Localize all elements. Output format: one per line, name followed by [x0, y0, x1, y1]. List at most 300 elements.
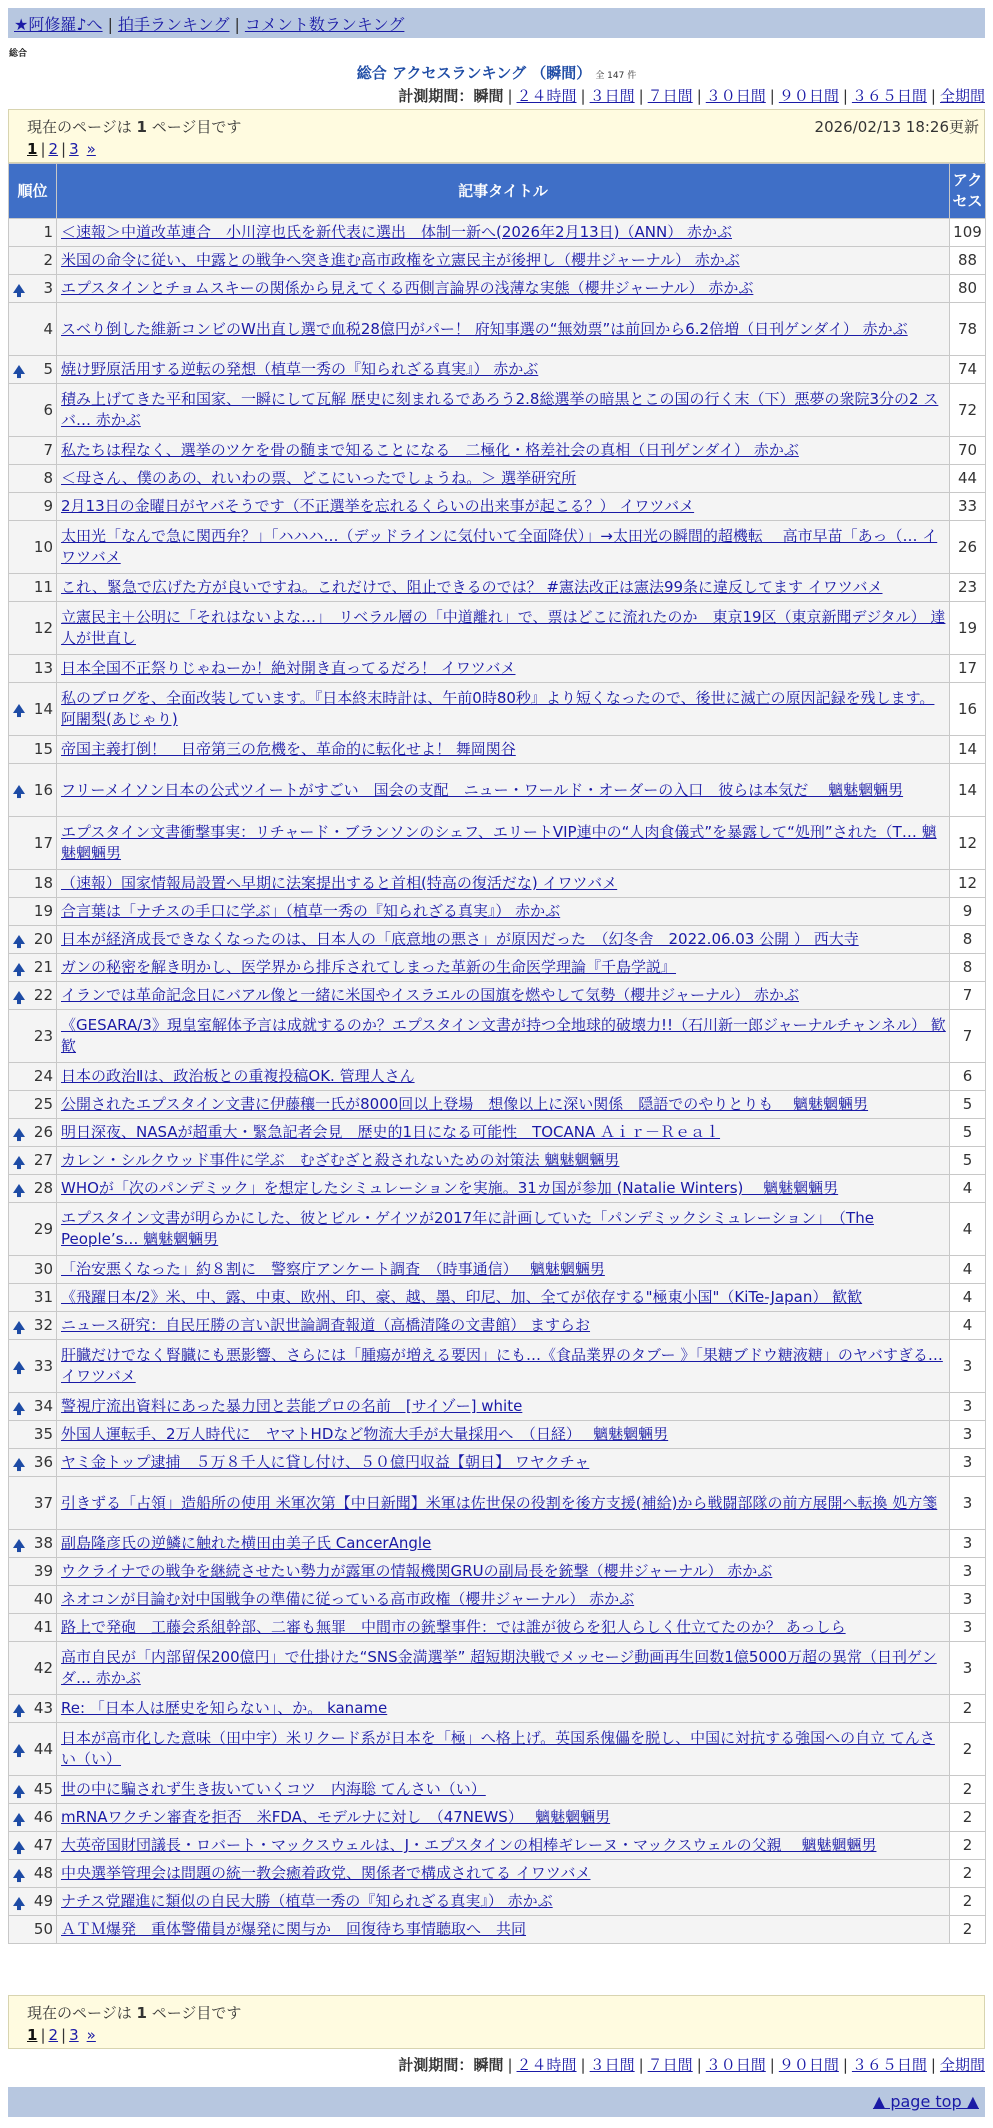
rank-cell [9, 493, 57, 521]
access-count: 12 [950, 817, 986, 870]
rank-up-arrow-icon [13, 284, 25, 293]
access-count: 2 [950, 1916, 986, 1944]
access-count: 23 [950, 574, 986, 602]
article-link[interactable]: 公開されたエプスタイン文書に伊藤穰一氏が8000回以上登場 想像以上に深い関係 隠語でのやりとりも 魑魅魍魎男 [61, 1095, 869, 1113]
article-link[interactable]: スベり倒した維新コンビのW出直し選で血税28億円がパー！ 府知事選の“無効票”は前回から6.2倍増（日刊ゲンダイ） 赤かぶ [61, 319, 908, 338]
rank-number: 42 [33, 1658, 53, 1677]
title-cell [57, 1558, 950, 1586]
rank-cell [9, 1421, 57, 1449]
title-cell [57, 384, 950, 437]
title-cell [57, 1530, 950, 1558]
article-link[interactable]: （速報）国家情報局設置へ早期に法案提出すると首相(特高の復活だな) イワツバメ [61, 874, 618, 892]
page-top-link[interactable]: ▲ page top ▲ [872, 2092, 979, 2111]
article-link[interactable]: 警視庁流出資料にあった暴力団と芸能プロの名前 [サイゾー] white [61, 1397, 523, 1415]
header-access: アクセス [950, 164, 986, 219]
page-current: 1 [27, 2026, 38, 2044]
access-count: 3 [950, 1530, 986, 1558]
next-page-link[interactable]: » [86, 2026, 96, 2044]
title-cell [57, 655, 950, 683]
title-cell [57, 465, 950, 493]
rank-number: 30 [33, 1260, 53, 1278]
rank-up-arrow-icon [13, 1539, 25, 1548]
rank-cell [9, 1175, 57, 1203]
rank-number: 46 [33, 1808, 53, 1826]
article-link[interactable]: エプスタイン文書衝撃事実：リチャード・ブランソンのシェフ、エリートVIP連中の“人肉食儀式”を暴露して“処刑”された（T… 魑魅魍魎男 [61, 823, 937, 862]
access-count: 7 [950, 1010, 986, 1063]
access-count: 4 [950, 1312, 986, 1340]
title-cell [57, 898, 950, 926]
rank-cell [9, 1530, 57, 1558]
page-info-top [8, 109, 985, 163]
access-count: 3 [950, 1558, 986, 1586]
table-row [9, 1860, 986, 1888]
access-count: 3 [950, 1642, 986, 1695]
rank-cell [9, 1558, 57, 1586]
rank-number: 29 [33, 1219, 53, 1238]
access-count: 2 [950, 1804, 986, 1832]
title-cell [57, 870, 950, 898]
table-row [9, 1723, 986, 1776]
article-link[interactable]: 積み上げてきた平和国家、一瞬にして瓦解 歴史に刻まれるであろう2.8総選挙の暗黒とこの国の行く末（下）悪夢の衆院3分の2 スバ… 赤かぶ [61, 390, 939, 429]
title-cell [57, 1147, 950, 1175]
article-link[interactable]: 中央選挙管理会は問題の統一教会癒着政党、関係者で構成されてる イワツバメ [61, 1864, 591, 1882]
rank-up-arrow-icon [13, 1841, 25, 1850]
rank-number: 6 [43, 400, 53, 419]
article-link[interactable]: 私たちは程なく、選挙のツケを骨の髄まで知ることになる 二極化・格差社会の真相（日刊ゲンダイ） 赤かぶ [61, 441, 799, 459]
rank-number: 5 [43, 360, 53, 378]
rank-number: 48 [33, 1864, 53, 1882]
access-count: 2 [950, 1832, 986, 1860]
nav-separator: | [234, 15, 240, 34]
rank-cell [9, 655, 57, 683]
article-link[interactable]: 副島隆彦氏の逆鱗に触れた横田由美子氏 CancerAngle [61, 1534, 432, 1552]
access-count: 9 [950, 898, 986, 926]
access-count: 3 [950, 1477, 986, 1530]
rank-cell [9, 521, 57, 574]
article-link[interactable]: 焼け野原活用する逆転の発想（植草一秀の『知られざる真実』） 赤かぶ [61, 360, 539, 378]
article-link[interactable]: 「治安悪くなった」約８割に 警察庁アンケート調査 （時事通信） 魑魅魍魎男 [61, 1260, 605, 1278]
rank-number: 41 [33, 1618, 53, 1636]
title-cell [57, 1695, 950, 1723]
period-option-6[interactable]: ３６５日間 [851, 2056, 927, 2074]
nav-link-applause-ranking[interactable]: 拍手ランキング [117, 15, 230, 34]
access-count: 3 [950, 1614, 986, 1642]
article-link[interactable]: 日本の政治Ⅱは、政治板との重複投稿OK. 管理人さん [61, 1067, 415, 1085]
access-count: 4 [950, 1256, 986, 1284]
page-link-3[interactable]: 3 [69, 2026, 79, 2044]
article-link[interactable]: 明日深夜、NASAが超重大・緊急記者会見 歴史的1日になる可能性 TOCANA Ａｉｒ－Ｒｅａｌ [61, 1123, 721, 1141]
header-title: 記事タイトル [57, 164, 950, 219]
pagination-top [27, 140, 96, 158]
period-option-4[interactable]: ３０日間 [705, 2056, 766, 2074]
title-cell [57, 1393, 950, 1421]
page-separator: | [40, 140, 46, 158]
article-link[interactable]: イランでは革命記念日にバアル像と一緒に米国やイスラエルの国旗を燃やして気勢（櫻井ジャーナル） 赤かぶ [61, 986, 799, 1004]
access-count: 74 [950, 356, 986, 384]
table-row [9, 493, 986, 521]
access-count: 4 [950, 1284, 986, 1312]
access-count: 3 [950, 1586, 986, 1614]
access-count: 3 [950, 1393, 986, 1421]
table-row [9, 602, 986, 655]
article-link[interactable]: ナチス党躍進に類似の自民大勝（植草一秀の『知られざる真実』） 赤かぶ [61, 1892, 553, 1910]
table-row [9, 683, 986, 736]
access-count: 72 [950, 384, 986, 437]
ranking-table [8, 163, 986, 1944]
article-link[interactable]: ヤミ金トップ逮捕 ５万８千人に貸し付け、５０億円収益【朝日】 ワヤクチャ [61, 1453, 590, 1471]
title-cell [57, 817, 950, 870]
period-separator: | [580, 2056, 586, 2074]
rank-cell [9, 1586, 57, 1614]
table-row [9, 982, 986, 1010]
title-cell [57, 303, 950, 356]
rank-up-arrow-icon [13, 1785, 25, 1794]
table-row [9, 356, 986, 384]
rank-number: 25 [33, 1095, 53, 1113]
rank-cell [9, 1888, 57, 1916]
title-cell [57, 1614, 950, 1642]
rank-number: 18 [33, 874, 53, 892]
rank-number: 4 [43, 319, 53, 338]
rank-number: 15 [33, 740, 53, 758]
page-link-2[interactable]: 2 [48, 2026, 59, 2044]
period-separator: | [507, 2056, 513, 2074]
rank-up-arrow-icon [13, 1869, 25, 1878]
rank-up-arrow-icon [13, 1128, 25, 1137]
table-row [9, 898, 986, 926]
title-cell [57, 602, 950, 655]
table-row [9, 926, 986, 954]
rank-up-arrow-icon [13, 935, 25, 944]
period-separator: | [930, 87, 936, 105]
rank-number: 3 [43, 279, 53, 297]
period-option-2[interactable]: ３日間 [589, 2056, 635, 2074]
table-row [9, 1284, 986, 1312]
access-count: 3 [950, 1340, 986, 1393]
period-label: 計測期間： [398, 87, 474, 105]
page-title [0, 62, 993, 83]
article-link[interactable]: 路上で発砲 工藤会系組幹部、二審も無罪 中間市の銃撃事件：では誰が彼らを犯人らしく仕立てたのか？ あっしら [61, 1618, 846, 1636]
page-link-3[interactable]: 3 [69, 140, 79, 158]
table-row [9, 1119, 986, 1147]
rank-number: 19 [33, 902, 53, 920]
rank-cell [9, 736, 57, 764]
article-link[interactable]: 日本が高市化した意味（田中宇）米リクード系が日本を「極」へ格上げ。英国系傀儡を脱し、中国に対抗する強国への自立 てんさい（い） [61, 1729, 935, 1768]
rank-number: 14 [33, 699, 53, 718]
article-link[interactable]: 立憲民主＋公明に「それはないよな…」 リベラル層の「中道離れ」で、票はどこに流れたのか 東京19区（東京新聞デジタル） 達人が世直し [61, 608, 946, 647]
rank-cell [9, 1916, 57, 1944]
access-count: 16 [950, 683, 986, 736]
period-separator: | [769, 87, 775, 105]
rank-number: 43 [33, 1699, 53, 1717]
period-option-3[interactable]: ７日間 [647, 2056, 693, 2074]
rank-up-arrow-icon [13, 1402, 25, 1411]
period-option-7[interactable]: 全期間 [939, 87, 985, 105]
article-link[interactable]: エプスタイン文書が明らかにした、彼とビル・ゲイツが2017年に計画していた「パンデミックシミュレーション」 （The People’s… 魑魅魍魎男 [61, 1209, 874, 1248]
title-cell [57, 219, 950, 247]
period-selector-top [398, 85, 985, 106]
title-cell [57, 1284, 950, 1312]
rank-cell [9, 602, 57, 655]
rank-up-arrow-icon [13, 1744, 25, 1753]
title-cell [57, 247, 950, 275]
period-option-6[interactable]: ３６５日間 [851, 87, 927, 105]
article-link[interactable]: Re: 「日本人は歴史を知らない」、か。 kaname [61, 1699, 388, 1717]
title-cell [57, 1723, 950, 1776]
period-option-7[interactable]: 全期間 [939, 2056, 985, 2074]
access-count: 2 [950, 1776, 986, 1804]
article-link[interactable]: ＜速報＞中道改革連合 小川淳也氏を新代表に選出 体制一新へ(2026年2月13日)（ANN） 赤かぶ [61, 223, 732, 241]
rank-cell [9, 574, 57, 602]
article-link[interactable]: エプスタインとチョムスキーの関係から見えてくる西側言論界の浅薄な実態（櫻井ジャーナル） 赤かぶ [61, 279, 754, 297]
rank-number: 12 [33, 618, 53, 637]
article-link[interactable]: 合言葉は「ナチスの手口に学ぶ」（植草一秀の『知られざる真実』） 赤かぶ [61, 902, 561, 920]
access-count: 70 [950, 437, 986, 465]
table-row [9, 1558, 986, 1586]
table-row [9, 247, 986, 275]
period-option-1[interactable]: ２４時間 [516, 2056, 577, 2074]
rank-number: 50 [33, 1920, 53, 1938]
period-option-2[interactable]: ３日間 [589, 87, 635, 105]
title-cell [57, 1776, 950, 1804]
access-count: 14 [950, 736, 986, 764]
rank-cell [9, 1284, 57, 1312]
rank-cell [9, 247, 57, 275]
article-link[interactable]: 2月13日の金曜日がヤバそうです（不正選挙を忘れるくらいの出来事が起こる？） イワツバメ [61, 497, 695, 515]
table-row [9, 1010, 986, 1063]
article-link[interactable]: ＜母さん、僕のあの、れいわの票、どこにいったでしょうね。＞ 選挙研究所 [61, 469, 577, 487]
table-row [9, 1916, 986, 1944]
article-link[interactable]: 世の中に騙されず生き抜いていくコツ 内海聡 てんさい（い） [61, 1780, 486, 1798]
rank-up-arrow-icon [13, 1897, 25, 1906]
article-link[interactable]: 日本が経済成長できなくなったのは、日本人の「底意地の悪さ」が原因だった （幻冬舎 2022.06.03 公開 ） 西大寺 [61, 930, 859, 948]
article-link[interactable]: ガンの秘密を解き明かし、医学界から排斥されてしまった革新の生命医学理論『千島学説』 [61, 958, 677, 976]
page-link-2[interactable]: 2 [48, 140, 59, 158]
rank-cell [9, 1723, 57, 1776]
article-link[interactable]: ＡＴＭ爆発 重体警備員が爆発に関与か 回復待ち事情聴取へ 共同 [61, 1920, 527, 1938]
nav-separator: | [107, 15, 113, 34]
table-row [9, 437, 986, 465]
bottom-bar [8, 2087, 985, 2117]
article-link[interactable]: 私のブログを、全面改装しています。『日本終末時計は、午前0時80秒』より短くなったので、後世に滅亡の原因記録を残します。 阿闍梨(あじゃり) [61, 689, 935, 728]
title-cell [57, 1256, 950, 1284]
article-link[interactable]: 高市自民が「内部留保200億円」で仕掛けた“SNS金満選挙” 超短期決戦でメッセージ動画再生回数1億5000万超の異常（日刊ゲンダ… 赤かぶ [61, 1648, 937, 1687]
access-count: 12 [950, 870, 986, 898]
next-page-link[interactable]: » [86, 140, 96, 158]
rank-up-arrow-icon [13, 365, 25, 374]
table-row [9, 1477, 986, 1530]
rank-up-arrow-icon [13, 1184, 25, 1193]
article-link[interactable]: フリーメイソン日本の公式ツイートがすごい 国会の支配 ニュー・ワールド・オーダーの入口 彼らは本気だ 魑魅魍魎男 [61, 780, 904, 799]
rank-number: 36 [33, 1453, 53, 1471]
rank-number: 35 [33, 1425, 53, 1443]
period-separator: | [638, 2056, 644, 2074]
rank-cell [9, 437, 57, 465]
access-count: 4 [950, 1175, 986, 1203]
rank-number: 38 [33, 1534, 53, 1552]
rank-number: 44 [33, 1739, 53, 1758]
rank-cell [9, 1091, 57, 1119]
rank-number: 16 [33, 780, 53, 799]
title-cell [57, 574, 950, 602]
table-row [9, 1695, 986, 1723]
article-link[interactable]: mRNAワクチン審査を拒否 米FDA、モデルナに対し （47NEWS） 魑魅魍魎男 [61, 1808, 611, 1826]
rank-cell [9, 1119, 57, 1147]
table-row [9, 1586, 986, 1614]
rank-cell [9, 1147, 57, 1175]
page-separator: | [61, 2026, 67, 2044]
article-link[interactable]: 引きずる「占領」造船所の使用 米軍次第【中日新聞】米軍は佐世保の役割を後方支援(補給)から戦闘部隊の前方展開へ転換 処方箋 [61, 1493, 938, 1512]
period-option-5[interactable]: ９０日間 [778, 2056, 839, 2074]
table-row [9, 1449, 986, 1477]
rank-up-arrow-icon [13, 1321, 25, 1330]
table-row [9, 1063, 986, 1091]
article-link[interactable]: 肝臓だけでなく腎臓にも悪影響、さらには「腫瘍が増える要因」にも…《食品業界のタブー 》「果糖ブドウ糖液糖」のヤバすぎる… イワツバメ [61, 1346, 943, 1385]
access-count: 8 [950, 926, 986, 954]
article-link[interactable]: カレン・シルクウッド事件に学ぶ むざむざと殺されないための対策法 魑魅魍魎男 [61, 1151, 620, 1169]
page-separator: | [61, 140, 67, 158]
rank-number: 17 [33, 833, 53, 852]
access-count: 3 [950, 1421, 986, 1449]
article-link[interactable]: 日本全国不正祭りじゃねーか！絶対開き直ってるだろ！ イワツバメ [61, 659, 516, 677]
title-cell [57, 1203, 950, 1256]
table-row [9, 736, 986, 764]
title-cell [57, 1449, 950, 1477]
article-link[interactable]: ニュース研究：自民圧勝の言い訳世論調査報道（高橋清隆の文書館） ますらお [61, 1316, 591, 1334]
rank-cell [9, 817, 57, 870]
rank-cell [9, 683, 57, 736]
article-link[interactable]: 太田光「なんで急に関西弁？」「ハハハ…（デッドラインに気付いて全面降伏）」→太田光の瞬間的超機転 高市早苗「あっ（… イワツバメ [61, 527, 938, 566]
rank-cell [9, 465, 57, 493]
rank-cell [9, 954, 57, 982]
period-selector-bottom [398, 2054, 985, 2075]
table-row [9, 303, 986, 356]
article-link[interactable]: WHOが「次のパンデミック」を想定したシミュレーションを実施。31カ国が参加 (Natalie Winters) 魑魅魍魎男 [61, 1179, 839, 1197]
nav-link-comment-ranking[interactable]: コメント数ランキング [244, 15, 405, 34]
access-count: 17 [950, 655, 986, 683]
article-link[interactable]: 大英帝国財団議長・ロバート・マックスウェルは、J・エプスタインの相棒ギレーヌ・マックスウェルの父親 魑魅魍魎男 [61, 1836, 877, 1854]
access-count: 80 [950, 275, 986, 303]
access-count: 7 [950, 982, 986, 1010]
title-cell [57, 1642, 950, 1695]
article-link[interactable]: ネオコンが目論む対中国戦争の準備に従っている高市政権（櫻井ジャーナル） 赤かぶ [61, 1590, 635, 1608]
access-count: 2 [950, 1888, 986, 1916]
access-count: 2 [950, 1695, 986, 1723]
table-row [9, 1530, 986, 1558]
access-count: 3 [950, 1449, 986, 1477]
period-current: 瞬間 [473, 2056, 504, 2074]
title-cell [57, 1340, 950, 1393]
rank-number: 2 [43, 251, 53, 269]
rank-cell [9, 1256, 57, 1284]
rank-number: 1 [43, 223, 53, 241]
article-link[interactable]: ウクライナでの戦争を継続させたい勢力が露軍の情報機関GRUの副局長を銃撃（櫻井ジャーナル） 赤かぶ [61, 1562, 773, 1580]
period-option-5[interactable]: ９０日間 [778, 87, 839, 105]
table-row [9, 1888, 986, 1916]
article-link[interactable]: これ、緊急で広げた方が良いですね。これだけで、阻止できるのでは？ #憲法改正は憲法99条に違反してます イワツバメ [61, 578, 883, 596]
ranking-title: 総合 アクセスランキング （瞬間） [356, 64, 592, 82]
article-link[interactable]: 《GESARA/3》現皇室解体予言は成就するのか？エプスタイン文書が持つ全地球的破壊力!!（石川新一郎ジャーナルチャンネル） 歓歓 [61, 1016, 946, 1055]
article-link[interactable]: 外国人運転手、2万人時代に ヤマトHDなど物流大手が大量採用へ （日経） 魑魅魍魎男 [61, 1425, 669, 1443]
title-cell [57, 1888, 950, 1916]
access-count: 5 [950, 1147, 986, 1175]
rank-cell [9, 1614, 57, 1642]
period-label: 計測期間： [398, 2056, 474, 2074]
table-row [9, 817, 986, 870]
current-page-text: 現在のページは 1 ページ目です [27, 2004, 242, 2022]
title-cell [57, 954, 950, 982]
rank-up-arrow-icon [13, 785, 25, 794]
rank-up-arrow-icon [13, 1156, 25, 1165]
rank-up-arrow-icon [13, 704, 25, 713]
rank-cell [9, 356, 57, 384]
rank-cell [9, 898, 57, 926]
rank-number: 22 [33, 986, 53, 1004]
table-row [9, 465, 986, 493]
title-cell [57, 356, 950, 384]
rank-number: 34 [33, 1397, 53, 1415]
table-row [9, 1393, 986, 1421]
rank-number: 11 [33, 578, 53, 596]
article-link[interactable]: 米国の命令に従い、中露との戦争へ突き進む高市政権を立憲民主が後押し（櫻井ジャーナル） 赤かぶ [61, 251, 740, 269]
period-separator: | [930, 2056, 936, 2074]
access-count: 6 [950, 1063, 986, 1091]
rank-number: 37 [33, 1493, 53, 1512]
title-cell [57, 1477, 950, 1530]
access-count: 33 [950, 493, 986, 521]
title-cell [57, 1091, 950, 1119]
access-count: 88 [950, 247, 986, 275]
rank-number: 40 [33, 1590, 53, 1608]
rank-number: 28 [33, 1179, 53, 1197]
period-option-4[interactable]: ３０日間 [705, 87, 766, 105]
title-cell [57, 982, 950, 1010]
period-option-3[interactable]: ７日間 [647, 87, 693, 105]
access-count: 78 [950, 303, 986, 356]
period-separator: | [638, 87, 644, 105]
rank-number: 7 [43, 441, 53, 459]
period-separator: | [842, 87, 848, 105]
table-row [9, 1203, 986, 1256]
period-separator: | [696, 87, 702, 105]
updated-timestamp: 2026/02/13 18:26更新 [814, 118, 979, 136]
rank-cell [9, 1832, 57, 1860]
title-cell [57, 1860, 950, 1888]
rank-cell [9, 1477, 57, 1530]
table-row [9, 574, 986, 602]
rank-cell [9, 1776, 57, 1804]
page-current: 1 [27, 140, 38, 158]
title-cell [57, 1832, 950, 1860]
article-link[interactable]: 《飛躍日本/2》米、中、露、中東、欧州、印、豪、越、墨、印尼、加、全てが依存する"極東小国"（KiTe-Japan） 歓歓 [61, 1288, 863, 1306]
rank-up-arrow-icon [13, 1813, 25, 1822]
table-row [9, 1340, 986, 1393]
article-link[interactable]: 帝国主義打倒！ 日帝第三の危機を、革命的に転化せよ！ 舞岡関谷 [61, 740, 516, 758]
nav-link-home[interactable]: ★阿修羅♪へ [14, 15, 103, 34]
rank-cell [9, 303, 57, 356]
period-option-1[interactable]: ２４時間 [516, 87, 577, 105]
period-separator: | [842, 2056, 848, 2074]
title-cell [57, 437, 950, 465]
title-cell [57, 1175, 950, 1203]
period-separator: | [696, 2056, 702, 2074]
page-separator: | [40, 2026, 46, 2044]
title-cell [57, 1916, 950, 1944]
title-cell [57, 275, 950, 303]
page-info-bottom [8, 1995, 985, 2049]
rank-number: 31 [33, 1288, 53, 1306]
table-row [9, 219, 986, 247]
